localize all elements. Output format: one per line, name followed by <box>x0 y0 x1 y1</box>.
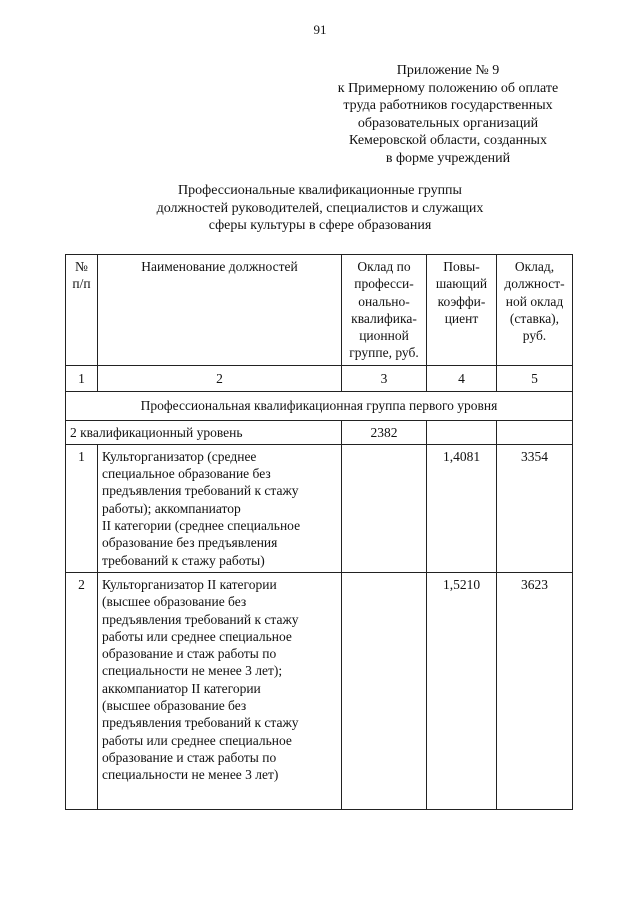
title-line: Профессиональные квалификационные группы <box>178 183 462 198</box>
level-salary: 2382 <box>342 420 427 444</box>
document-title <box>60 182 580 235</box>
level-row <box>66 420 573 444</box>
header-rate <box>497 255 573 366</box>
appendix-line: Кемеровской области, созданных <box>349 133 547 148</box>
header-coef-line: шающий <box>435 276 488 292</box>
column-number: 3 <box>342 366 427 392</box>
table-header-row <box>66 255 573 366</box>
position-name <box>98 572 342 809</box>
appendix-line: труда работников государственных <box>343 98 553 113</box>
row-rate: 3354 <box>497 444 573 572</box>
position-name <box>98 444 342 572</box>
position-line: требований к стажу работы) <box>102 552 265 568</box>
header-salary-line: онально- <box>358 293 410 309</box>
header-num-line: № <box>75 259 88 274</box>
column-number: 1 <box>66 366 98 392</box>
table-row <box>66 444 573 572</box>
row-coefficient: 1,4081 <box>427 444 497 572</box>
appendix-note <box>322 62 574 167</box>
level-label: 2 квалификационный уровень <box>66 420 342 444</box>
position-line: (высшее образование без <box>102 594 247 610</box>
position-line: Культорганизатор II категории <box>102 576 277 592</box>
header-num-line: п/п <box>72 276 91 292</box>
header-rate-line: ной оклад <box>505 293 564 309</box>
position-line: предъявления требований к стажу <box>102 611 299 627</box>
position-line: специальное образование без <box>102 466 271 482</box>
position-line: специальности не менее 3 лет) <box>102 767 279 783</box>
page-number: 91 <box>313 22 327 37</box>
header-coef-line: Повы- <box>443 259 480 274</box>
position-line: работы или среднее специальное <box>102 732 292 748</box>
appendix-line: образовательных организаций <box>357 115 539 131</box>
row-salary-empty <box>342 444 427 572</box>
column-number: 5 <box>497 366 573 392</box>
column-number: 2 <box>98 366 342 392</box>
row-number: 1 <box>66 444 98 572</box>
header-num <box>66 255 98 366</box>
position-line: (высшее образование без <box>102 698 247 714</box>
group-title-row <box>66 392 573 420</box>
table-row <box>66 572 573 809</box>
position-line: работы); аккомпаниатор <box>102 500 241 516</box>
qualification-table <box>65 254 573 810</box>
header-coef-line: циент <box>444 310 479 326</box>
column-number: 4 <box>427 366 497 392</box>
position-line: предъявления требований к стажу <box>102 715 299 731</box>
position-line: специальности не менее 3 лет); <box>102 663 283 679</box>
header-salary-line: професси- <box>354 276 414 292</box>
group-title: Профессиональная квалификационная группа первого уровня <box>66 392 573 420</box>
header-salary-line: квалифика- <box>351 310 417 326</box>
header-rate-line: должност- <box>504 276 565 292</box>
position-line: предъявления требований к стажу <box>102 483 299 499</box>
position-line: образование без предъявления <box>102 535 278 551</box>
appendix-line: в форме учреждений <box>385 150 511 166</box>
header-salary-line: ционной <box>359 328 409 344</box>
position-line: образование и стаж работы по <box>102 646 277 662</box>
header-name: Наименование должностей <box>98 255 342 366</box>
appendix-line: к Примерному положению об оплате <box>337 80 559 96</box>
column-numbers-row <box>66 366 573 392</box>
title-line: должностей руководителей, специалистов и служащих <box>156 200 484 216</box>
row-rate: 3623 <box>497 572 573 809</box>
header-rate-line: Оклад, <box>514 259 555 274</box>
header-salary-line: группе, руб. <box>349 345 419 361</box>
header-salary-line: Оклад по <box>357 259 411 274</box>
level-coef-empty <box>427 420 497 444</box>
header-rate-line: руб. <box>522 328 547 344</box>
header-coef-line: коэффи- <box>437 293 486 309</box>
row-number: 2 <box>66 572 98 809</box>
appendix-line: Приложение № 9 <box>396 63 500 78</box>
row-salary-empty <box>342 572 427 809</box>
position-line: образование и стаж работы по <box>102 749 277 765</box>
position-line: II категории (среднее специальное <box>102 518 301 534</box>
position-line: Культорганизатор (среднее <box>102 448 257 464</box>
level-rate-empty <box>497 420 573 444</box>
header-salary <box>342 255 427 366</box>
header-coefficient <box>427 255 497 366</box>
position-line: работы или среднее специальное <box>102 628 292 644</box>
header-rate-line: (ставка), <box>509 310 560 326</box>
position-line: аккомпаниатор II категории <box>102 680 261 696</box>
title-line: сферы культуры в сфере образования <box>208 218 432 233</box>
row-coefficient: 1,5210 <box>427 572 497 809</box>
